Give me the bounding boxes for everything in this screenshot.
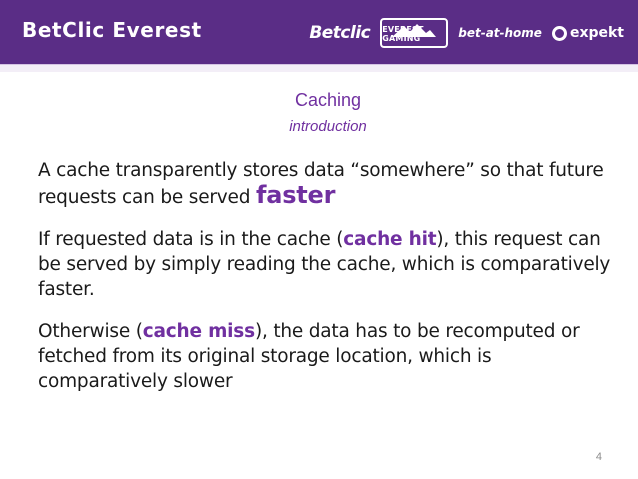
paragraph-text: A cache transparently stores data “somewhere” so that future requests can be served [38,160,604,208]
everest-gaming-text: EVEREST GAMING [382,25,424,43]
page-number: 4 [595,451,602,463]
expekt-logo [552,25,624,41]
paragraph-text: ), this request can be served by simply reading the cache, which is comparatively faster. [38,229,611,300]
paragraph-text: If requested data is in the cache ( [38,229,344,250]
header-divider [0,64,638,72]
slide-title-block [0,90,638,135]
partner-logos [309,16,624,50]
everest-gaming-logo [380,18,448,48]
paragraph-text: ), the data has to be recomputed or fetched from its original storage location, which is comparatively slower [38,321,580,392]
paragraph-text: Otherwise ( [38,321,143,342]
bet-at-home-logo: bet-at-home [458,26,542,40]
slide-body [38,158,618,394]
slide-title: Caching [294,90,362,110]
betclic-logo: Betclic [309,23,371,43]
paragraph-cache-miss [38,319,618,394]
highlight-cache-miss: cache miss [142,321,255,342]
highlight-cache-hit: cache hit [343,229,437,250]
brand-title: BetClic Everest [22,18,202,42]
header-bar [0,0,638,64]
highlight-faster: faster [255,181,336,209]
paragraph-cache-definition [38,158,618,210]
expekt-ring-icon [552,26,567,41]
paragraph-cache-hit [38,227,618,302]
slide-subtitle: introduction [289,118,367,135]
expekt-text: expekt [569,25,624,41]
